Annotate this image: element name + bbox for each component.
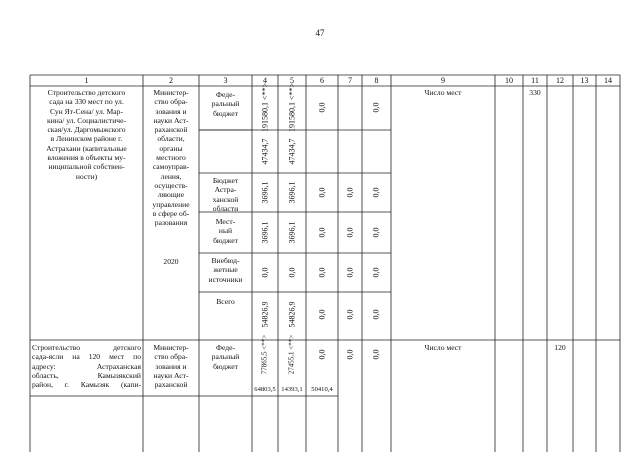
header-col-7: 7 (348, 76, 352, 85)
row2-bottom-c4: 64803,5 (254, 386, 276, 393)
row2-bottom-c5: 14393,1 (281, 386, 303, 393)
row2-federal-c7: 0,0 (345, 349, 355, 360)
row1-local-c8: 0,0 (371, 227, 381, 238)
row1-indicator: Число мест (424, 88, 462, 97)
header-col-6: 6 (320, 76, 324, 85)
row1-extra-c4: 0,0 (260, 267, 270, 278)
row1-regional-c4: 3696,1 (260, 181, 270, 204)
row1-extra-c5: 0,0 (287, 267, 297, 278)
header-col-1: 1 (84, 76, 89, 85)
row1-extra-c8: 0,0 (371, 267, 381, 278)
row1-regional-c5: 3696,1 (287, 181, 297, 204)
header-col-9: 9 (441, 76, 445, 85)
row1-sub-c4: 47434,7 (260, 138, 270, 165)
row1-local-c4: 3696,1 (260, 221, 270, 244)
row1-name: Строительство детского сада на 330 мест по ул. Сун Ят-Сена/ ул. Мар- кина/ ул. Социалистиче- ская/ул. Даргомыжского в Ленинском районе г. Астрахани (капитальные вложения в объекты му- ниципальной собствен- ности) (46, 88, 127, 181)
row2-federal-c4: 77865,5 <**> (260, 334, 269, 375)
header-col-5: 5 (290, 76, 294, 85)
row1-federal-c8: 0,0 (371, 102, 381, 113)
row1-federal-c6: 0,0 (317, 102, 327, 113)
row1-source-regional: Бюджет Астра- ханской области (212, 176, 239, 213)
header-col-13: 13 (580, 76, 589, 85)
row2-source-federal: Феде- ральный бюджет (211, 343, 240, 371)
header-col-4: 4 (263, 76, 267, 85)
row1-total-c5: 54826,9 (287, 301, 297, 328)
row1-regional-c7: 0,0 (345, 187, 355, 198)
row2-federal-c6: 0,0 (317, 349, 327, 360)
row2-name: Строительство детского сада-ясли на 120 мест по адресу: Астраханская область, Камызякский район, г. Камызяк (капи- (32, 343, 141, 390)
row1-local-c5: 3696,1 (287, 221, 297, 244)
row1-total-c8: 0,0 (371, 309, 381, 320)
row2-federal-c8: 0,0 (371, 349, 381, 360)
row1-sub-c5: 47434,7 (287, 138, 297, 165)
row1-regional-c6: 0,0 (317, 187, 327, 198)
header-col-11: 11 (531, 76, 539, 85)
row1-federal-c4: 191580,1 <**> (260, 82, 270, 133)
row1-federal-c5: 191580,1 <**> (287, 82, 297, 133)
row2-indicator-value: 120 (554, 343, 566, 352)
header-col-8: 8 (374, 76, 379, 85)
row2-indicator: Число мест (424, 343, 462, 352)
header-col-2: 2 (169, 76, 173, 85)
header-col-12: 12 (556, 76, 564, 85)
row1-regional-c8: 0,0 (371, 187, 381, 198)
row1-year: 2020 (163, 257, 179, 266)
page-number: 47 (315, 28, 325, 38)
row1-local-c6: 0,0 (317, 227, 327, 238)
row1-source-extrabudget: Внебюд- жетные источники (208, 256, 243, 284)
header-col-3: 3 (223, 76, 228, 85)
header-col-14: 14 (604, 76, 612, 85)
row1-total-c7: 0,0 (345, 309, 355, 320)
row2-federal-c5: 27455,1 <**> (287, 334, 296, 375)
row1-source-total: Всего (216, 297, 235, 306)
row1-extra-c7: 0,0 (345, 267, 355, 278)
row1-total-c6: 0,0 (317, 309, 327, 320)
row1-source-federal: Феде- ральный бюджет (211, 90, 240, 118)
row1-executor: Министер- ство обра- зования и науки Аст- раханской области, органы местного самоуправ- ления, осуществ- ляющие управление в сфере об- разования (152, 88, 190, 228)
row1-source-local: Мест- ный бюджет (213, 217, 238, 245)
row2-executor: Министер- ство обра- зования и науки Аст- раханской (153, 343, 189, 390)
row1-local-c7: 0,0 (345, 227, 355, 238)
row2-bottom-c6: 50410,4 (311, 386, 333, 393)
row1-total-c4: 54826,9 (260, 301, 270, 328)
row1-extra-c6: 0,0 (317, 267, 327, 278)
header-col-10: 10 (505, 76, 513, 85)
row1-indicator-value: 330 (529, 88, 541, 97)
